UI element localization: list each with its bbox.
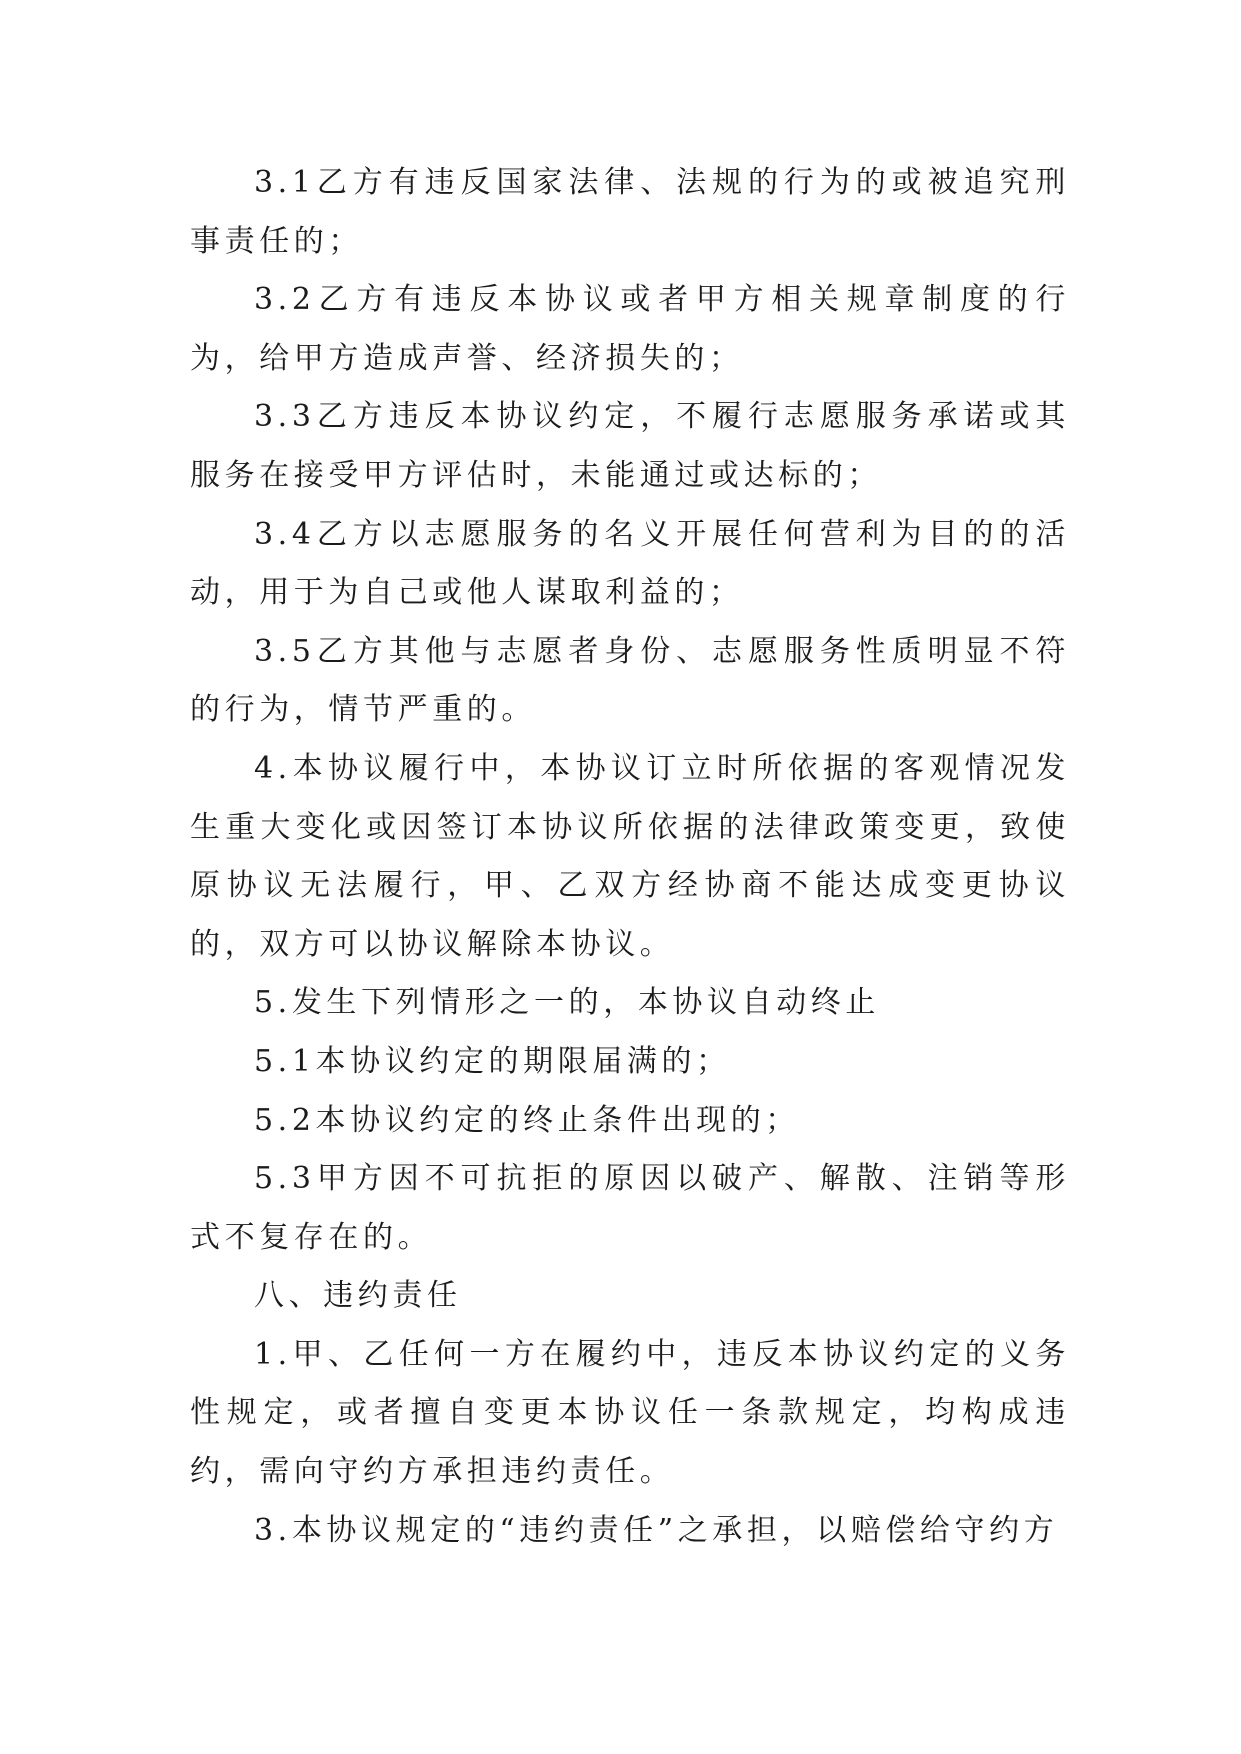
clause-3-3: 3.3乙方违反本协议约定，不履行志愿服务承诺或其服务在接受甲方评估时，未能通过或达标的； (190, 399, 1070, 493)
clause-5-3: 5.3甲方因不可抗拒的原因以破产、解散、注销等形式不复存在的。 (190, 1161, 1070, 1255)
clause-3-5: 3.5乙方其他与志愿者身份、志愿服务性质明显不符的行为，情节严重的。 (190, 633, 1070, 728)
clause-3-1: 3.1乙方有违反国家法律、法规的行为的或被追究刑事责任的； (190, 165, 1070, 259)
clause-3-2: 3.2乙方有违反本协议或者甲方相关规章制度的行为，给甲方造成声誉、经济损失的； (190, 282, 1070, 376)
clause-3-4: 3.4乙方以志愿服务的名义开展任何营利为目的的活动，用于为自己或他人谋取利益的； (190, 516, 1070, 611)
breach-clause-1: 1.甲、乙任何一方在履约中，违反本协议约定的义务性规定，或者擅自变更本协议任一条款规定，均构成违约，需向守约方承担违约责任。 (190, 1336, 1070, 1490)
clause-5-2: 5.2本协议约定的终止条件出现的； (254, 1102, 800, 1138)
clause-4: 4.本协议履行中，本协议订立时所依据的客观情况发生重大变化或因签订本协议所依据的法律政策变更，致使原协议无法履行，甲、乙双方经协商不能达成变更协议的，双方可以协议解除本协议。 (190, 750, 1070, 962)
clause-5: 5.发生下列情形之一的，本协议自动终止 (254, 985, 881, 1021)
section-heading-breach-liability: 八、违约责任 (254, 1278, 462, 1314)
document-body (190, 154, 1070, 1560)
clause-5-1: 5.1本协议约定的期限届满的； (254, 1043, 731, 1079)
breach-clause-3: 3.本协议规定的“违约责任”之承担，以赔偿给守约方 (254, 1512, 1059, 1548)
